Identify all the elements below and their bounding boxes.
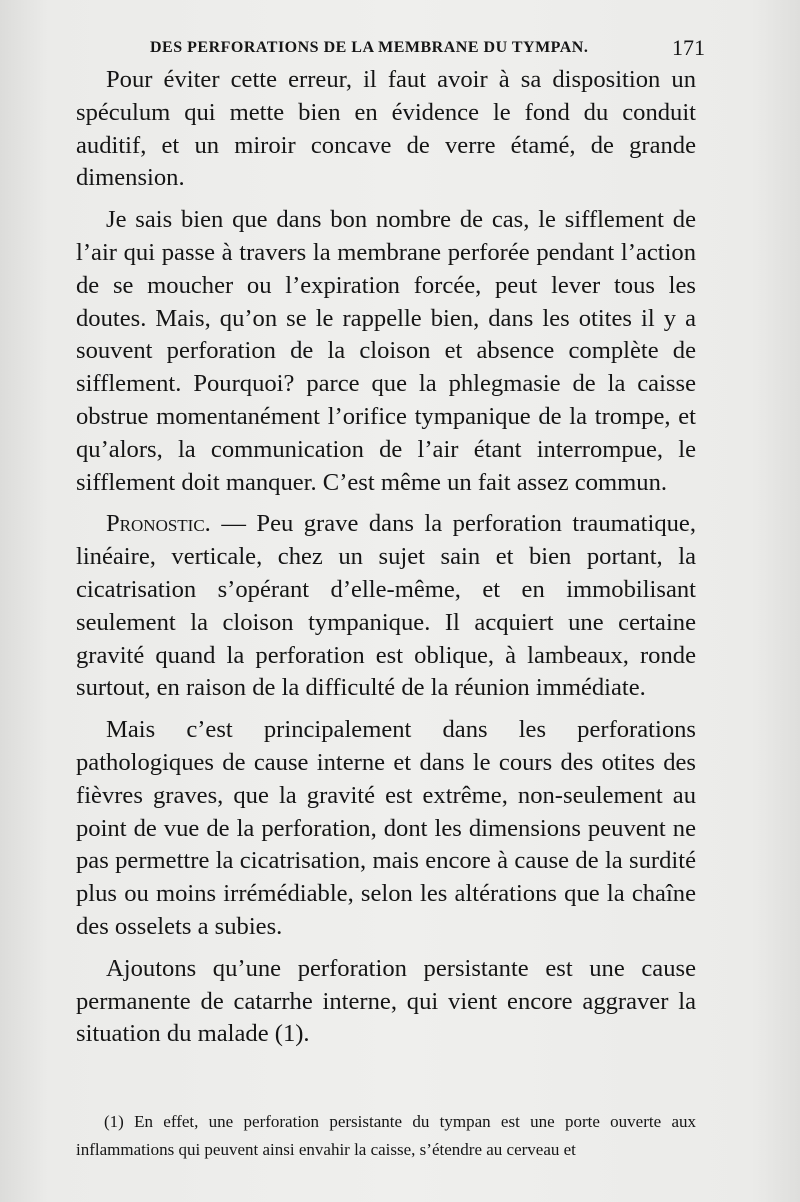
paragraph: Mais c’est principalement dans les perforations pathologiques de cause interne et dans le cours des otites des fièvres graves, que la gravité est extrême, non-seulement au point de vue de la perforation, dont les dimensions peuvent ne pas permettre la cicatrisation, mais encore à cause de la surdité plus ou moins irrémédiable, selon les altérations que la chaîne des osselets a subies. <box>76 716 696 940</box>
paragraph: Je sais bien que dans bon nombre de cas, le sifflement de l’air qui passe à travers la membrane perforée pendant l’action de se moucher ou l’expiration forcée, peut lever tous les doutes. Mais, qu’on se le rappelle bien, dans les otites il y a souvent perforation de la cloison et absence complète de sifflement. Pourquoi? parce que la phlegmasie de la caisse obstrue momentanément l’orifice tympanique de la trompe, et qu’alors, la communication de l’air étant interrompue, le sifflement doit manquer. C’est même un fait assez commun. <box>76 206 696 496</box>
body-text <box>76 64 696 1051</box>
paragraph: Ajoutons qu’une perforation persistante est une cause permanente de catarrhe interne, qui vient encore aggraver la situation du malade (1). <box>76 954 696 1048</box>
section-lead: Pronostic. <box>106 510 211 538</box>
footnote <box>76 1108 696 1164</box>
running-head: DES PERFORATIONS DE LA MEMBRANE DU TYMPAN. <box>150 39 589 56</box>
page-number: 171 <box>672 35 705 60</box>
paragraph: Pronostic. — Peu grave dans la perforation traumatique, linéaire, verticale, chez un sujet sain et bien portant, la cicatrisation s’opérant d’elle-même, et en immobilisant seulement la cloison tympanique. Il acquiert une certaine gravité quand la perforation est oblique, à lambeaux, ronde surtout, en raison de la difficulté de la réunion immédiate. <box>76 510 696 702</box>
footnote-text: (1) En effet, une perforation persistante du tympan est une porte ouverte aux inflammations qui peuvent ainsi envahir la caisse, s’étendre au cerveau et <box>76 1112 696 1159</box>
paragraph: Pour éviter cette erreur, il faut avoir à sa disposition un spéculum qui mette bien en évidence le fond du conduit auditif, et un miroir concave de verre étamé, de grande dimension. <box>76 66 696 192</box>
page-header <box>150 28 705 68</box>
